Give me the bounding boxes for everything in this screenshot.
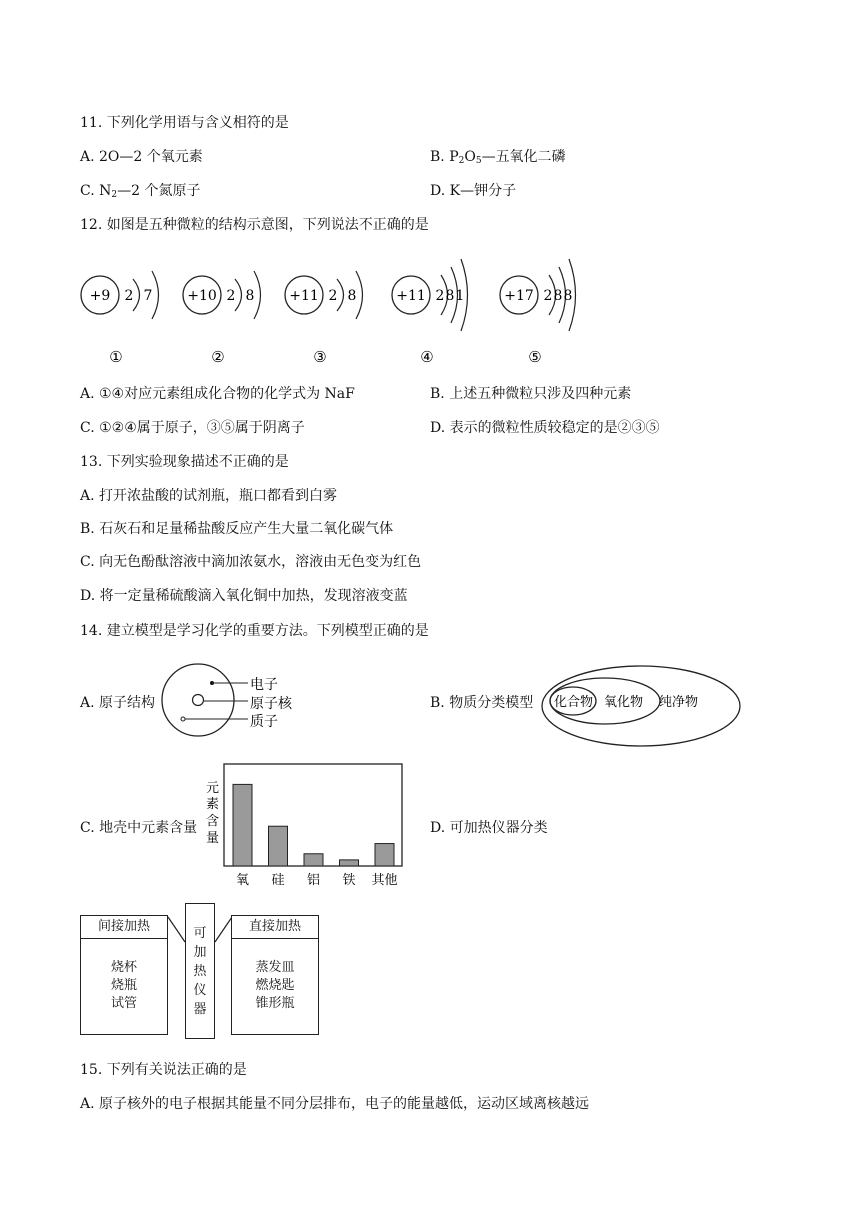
- particle-1: [81, 271, 159, 366]
- chart-ylabel-char: 含: [206, 814, 220, 829]
- oxide-label: 氧化物: [604, 695, 644, 710]
- particle-number-label: ⑤: [528, 348, 542, 366]
- bar-category-label: 氧: [235, 873, 250, 888]
- chart-ylabel-char: 元: [206, 781, 220, 796]
- compound-label: 化合物: [554, 695, 594, 710]
- atomic-structure-diagrams: [70, 250, 630, 375]
- q11-option-d: D. K—钾分子: [430, 183, 517, 199]
- q14-option-b: B. 物质分类模型: [430, 695, 534, 711]
- shell-electron-count: 8: [563, 288, 573, 304]
- particle-3: [285, 271, 363, 366]
- q15-option-a: A. 原子核外的电子根据其能量不同分层排布，电子的能量越低，运动区域离核越远: [80, 1096, 590, 1112]
- q12-option-b: B. 上述五种微粒只涉及四种元素: [430, 386, 632, 402]
- direct-item: 燃烧匙: [255, 978, 295, 993]
- chart-ylabel-char: 量: [206, 831, 220, 846]
- particle-number-label: ④: [420, 348, 434, 366]
- proton-label: 质子: [250, 714, 278, 730]
- electron-shell-arc: [337, 279, 344, 311]
- center-char: 可: [193, 926, 207, 941]
- bar-category-label: 硅: [271, 873, 285, 888]
- indirect-item: 烧杯: [110, 960, 137, 975]
- bar-铁: [340, 860, 359, 866]
- nucleus-charge: +11: [396, 288, 426, 304]
- q13-option-a: A. 打开浓盐酸的试剂瓶，瓶口都看到白雾: [80, 488, 338, 504]
- particle-number-label: ③: [313, 348, 327, 366]
- direct-heating-box: [231, 915, 319, 1035]
- indirect-item: 试管: [110, 996, 137, 1011]
- electron-shell-arc: [356, 271, 363, 319]
- heatable-instrument-box: [185, 903, 215, 1039]
- q14-option-c: C. 地壳中元素含量: [80, 820, 198, 836]
- atom-model-diagram: [160, 662, 320, 742]
- crust-element-bar-chart: [200, 760, 410, 892]
- particle-5: [500, 259, 576, 366]
- nucleus-charge: +17: [504, 288, 534, 304]
- shell-electron-count: 2: [435, 288, 445, 304]
- electron-shell-arc: [254, 271, 261, 319]
- particle-4: [392, 259, 468, 366]
- electron-shell-arc: [235, 279, 242, 311]
- classification-model-diagram: [540, 664, 745, 748]
- shell-electron-count: 2: [226, 288, 236, 304]
- particle-number-label: ①: [109, 348, 123, 366]
- center-char: 热: [193, 964, 207, 979]
- shell-electron-count: 8: [553, 288, 563, 304]
- q13-option-c: C. 向无色酚酞溶液中滴加浓氨水，溶液由无色变为红色: [80, 554, 422, 570]
- shell-electron-count: 8: [445, 288, 455, 304]
- shell-electron-count: 8: [347, 288, 357, 304]
- q11-option-b: B. $P_2O_5—$五氧化二磷: [430, 149, 566, 166]
- q11-option-c: C. $N_2—2$ 个氮原子: [80, 183, 201, 200]
- q15-stem: 15. 下列有关说法正确的是: [80, 1062, 247, 1078]
- nucleus-label: 原子核: [250, 696, 292, 712]
- pure-substance-label: 纯净物: [659, 695, 699, 710]
- nucleus-charge: +11: [289, 288, 319, 304]
- direct-heating-head: 直接加热: [232, 916, 318, 939]
- nucleus-charge: +9: [89, 288, 111, 304]
- q13-option-b: B. 石灰石和足量稀盐酸反应产生大量二氧化碳气体: [80, 521, 394, 537]
- center-char: 器: [193, 1002, 207, 1017]
- indirect-heating-head: 间接加热: [81, 916, 167, 939]
- particle-number-label: ②: [211, 348, 225, 366]
- direct-item: 蒸发皿: [255, 960, 295, 975]
- q11-option-a: A. 2O—2 个氧元素: [80, 149, 203, 165]
- bar-硅: [269, 826, 288, 866]
- q13-option-d: D. 将一定量稀硫酸滴入氧化铜中加热，发现溶液变蓝: [80, 588, 408, 604]
- chart-ylabel-char: 素: [206, 797, 220, 812]
- shell-electron-count: 8: [245, 288, 255, 304]
- shell-electron-count: 2: [124, 288, 134, 304]
- q14-stem: 14. 建立模型是学习化学的重要方法。下列模型正确的是: [80, 623, 429, 639]
- q12-stem: 12. 如图是五种微粒的结构示意图，下列说法不正确的是: [80, 217, 429, 233]
- electron-label: 电子: [250, 677, 278, 693]
- bar-铝: [304, 854, 323, 866]
- direct-item: 锥形瓶: [255, 996, 295, 1011]
- q12-option-c: C. ①②④属于原子，③⑤属于阴离子: [80, 420, 305, 436]
- shell-electron-count: 1: [455, 288, 465, 304]
- nucleus-charge: +10: [187, 288, 217, 304]
- shell-electron-count: 2: [543, 288, 553, 304]
- shell-electron-count: 7: [143, 288, 153, 304]
- indirect-heating-box: [80, 915, 168, 1035]
- q14-option-d: D. 可加热仪器分类: [430, 820, 548, 836]
- q14-option-a: A. 原子结构: [80, 695, 156, 711]
- bar-category-label: 铁: [342, 873, 356, 888]
- bar-其他: [375, 844, 394, 866]
- electron-shell-arc: [133, 279, 140, 311]
- particle-2: [183, 271, 261, 366]
- shell-electron-count: 2: [328, 288, 338, 304]
- q11-stem: 11. 下列化学用语与含义相符的是: [80, 115, 289, 131]
- center-char: 仪: [193, 983, 207, 998]
- bar-category-label: 其他: [371, 873, 398, 888]
- q13-stem: 13. 下列实验现象描述不正确的是: [80, 454, 289, 470]
- indirect-item: 烧瓶: [110, 978, 137, 993]
- bar-氧: [233, 784, 252, 866]
- center-char: 加: [193, 945, 207, 960]
- electron-shell-arc: [152, 271, 159, 319]
- q12-option-a: A. ①④对应元素组成化合物的化学式为 NaF: [80, 386, 355, 402]
- bar-category-label: 铝: [306, 873, 321, 888]
- q12-option-d: D. 表示的微粒性质较稳定的是②③⑤: [430, 420, 660, 436]
